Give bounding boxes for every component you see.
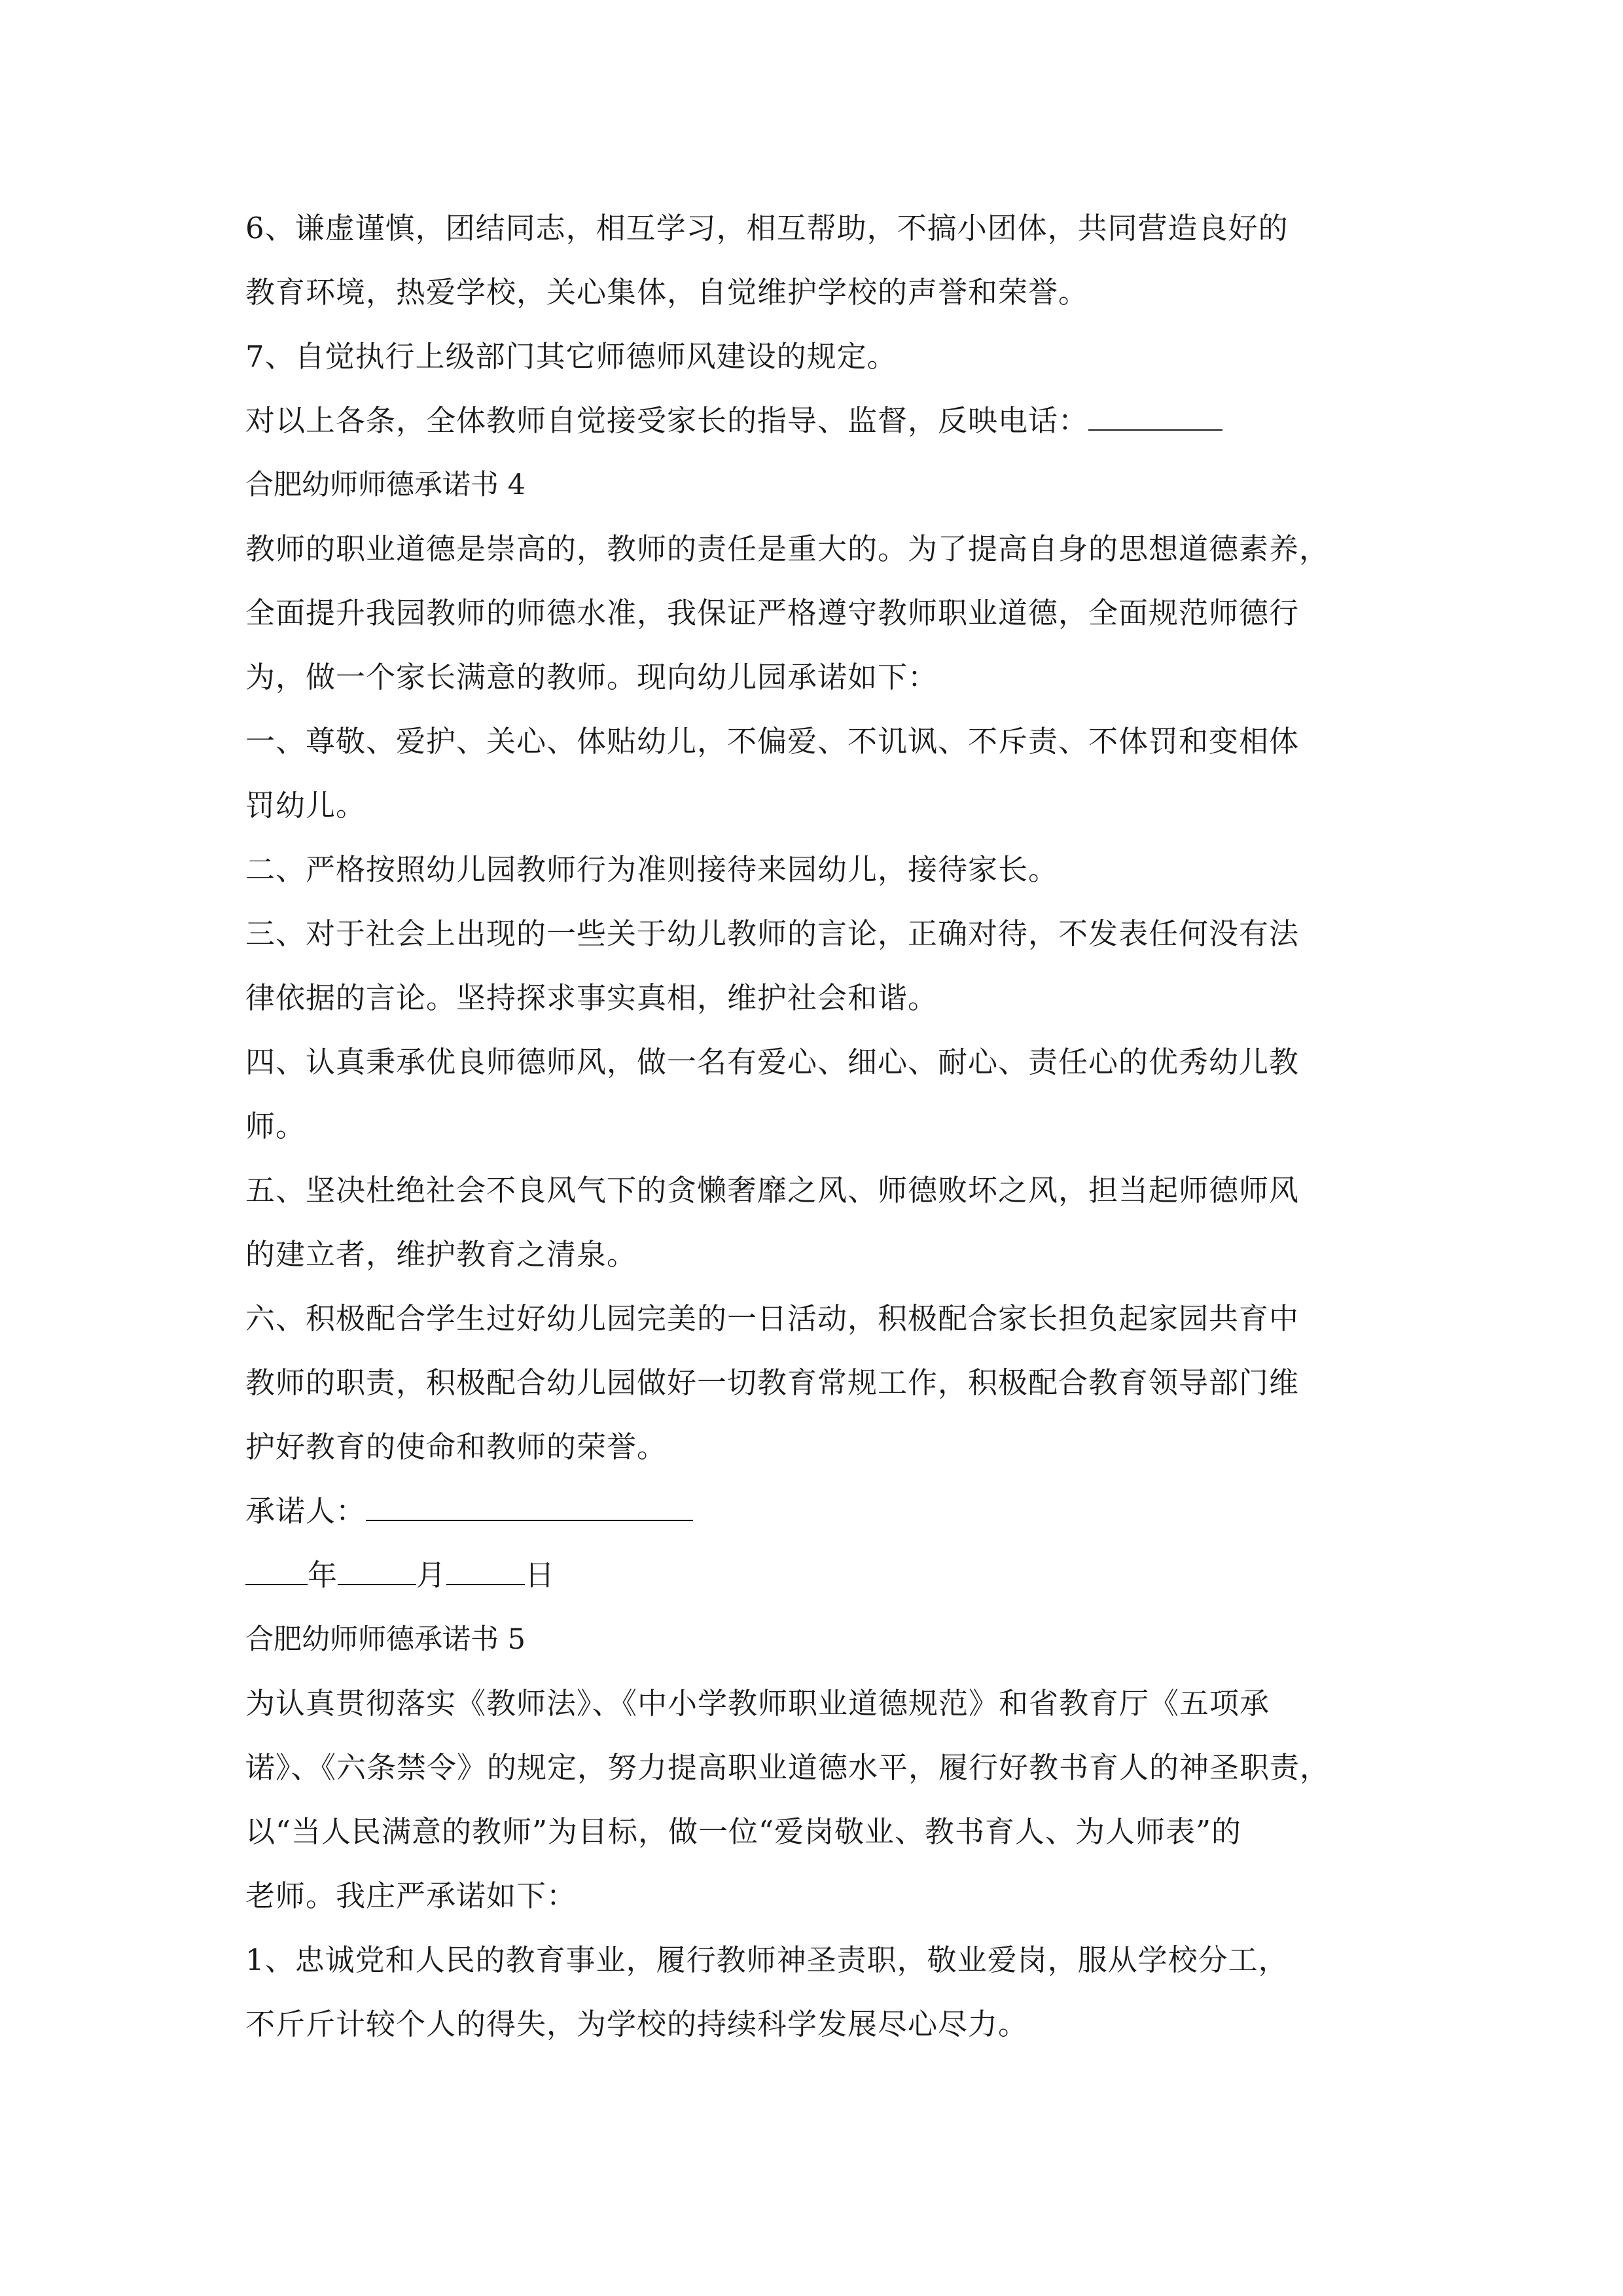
signer-blank <box>366 1486 693 1521</box>
section-4-item-5-line-2: 的建立者，维护教育之清泉。 <box>245 1237 637 1272</box>
section-5-item-1-line-1: 1、忠诚党和人民的教育事业，履行教师神圣责职，敬业爱岗，服从学校分工， <box>245 1943 1289 1977</box>
section-4-item-1-line-1: 一、尊敬、爱护、关心、体贴幼儿，不偏爱、不讥讽、不斥责、不体罚和变相体 <box>245 724 1300 759</box>
date-line <box>245 1543 1381 1607</box>
month-blank <box>338 1550 416 1585</box>
section-4-intro-line-1: 教师的职业道德是崇高的，教师的责任是重大的。为了提高自身的思想道德素养， <box>245 531 1330 566</box>
section-4-intro-line-2: 全面提升我园教师的师德水准，我保证严格遵守教师职业道德，全面规范师德行 <box>245 596 1300 630</box>
section-4-item-2: 二、严格按照幼儿园教师行为准则接待来园幼儿，接待家长。 <box>245 852 1059 887</box>
section-4-item-6-line-1: 六、积极配合学生过好幼儿园完美的一日活动，积极配合家长担负起家园共育中 <box>245 1301 1300 1336</box>
section-4-item-6-line-2: 教师的职责，积极配合幼儿园做好一切教育常规工作，积极配合教育领导部门维 <box>245 1365 1300 1400</box>
date-month-label: 月 <box>416 1558 447 1592</box>
section-4-item-5-line-1: 五、坚决杜绝社会不良风气下的贪懒奢靡之风、师德败坏之风，担当起师德师风 <box>245 1173 1300 1208</box>
section-5-intro-line-3: 以“当人民满意的教师”为目标，做一位“爱岗敬业、教书育人、为人师表”的 <box>245 1814 1242 1849</box>
commitment-item-6-line-1: 6、谦虚谨慎，团结同志，相互学习，相互帮助，不搞小团体，共同营造良好的 <box>245 211 1289 245</box>
commitment-item-6-line-2: 教育环境，热爱学校，关心集体，自觉维护学校的声誉和荣誉。 <box>245 275 1089 310</box>
section-4-item-3-line-1: 三、对于社会上出现的一些关于幼儿教师的言论，正确对待，不发表任何没有法 <box>245 916 1300 951</box>
section-5-title: 合肥幼师师德承诺书 5 <box>245 1623 526 1656</box>
commitment-item-7: 7、自觉执行上级部门其它师德师风建设的规定。 <box>245 339 897 374</box>
signer-line <box>245 1479 1381 1543</box>
phone-blank <box>1088 395 1222 431</box>
year-blank <box>245 1550 308 1585</box>
section-5-intro-line-4: 老师。我庄严承诺如下： <box>245 1878 577 1913</box>
section-4-title: 合肥幼师师德承诺书 4 <box>245 469 526 501</box>
document-body <box>245 196 1381 2056</box>
section-4-item-3-line-2: 律依据的言论。坚持探求事实真相，维护社会和谐。 <box>245 980 938 1015</box>
date-day-label: 日 <box>525 1558 556 1592</box>
section-4-item-4-line-2: 师。 <box>245 1109 306 1143</box>
supervision-label: 对以上各条，全体教师自觉接受家长的指导、监督，反映电话： <box>245 403 1089 438</box>
signer-label: 承诺人： <box>245 1494 366 1528</box>
section-5-intro-line-1: 为认真贯彻落实《教师法》、《中小学教师职业道德规范》和省教育厅《五项承 <box>245 1686 1270 1721</box>
section-4-item-1-line-2: 罚幼儿。 <box>245 788 366 823</box>
section-4-item-4-line-1: 四、认真秉承优良师德师风，做一名有爱心、细心、耐心、责任心的优秀幼儿教 <box>245 1045 1300 1079</box>
section-5-intro-line-2: 诺》、《六条禁令》的规定，努力提高职业道德水平，履行好教书育人的神圣职责， <box>245 1750 1330 1785</box>
section-5-item-1-line-2: 不斤斤计较个人的得失，为学校的持续科学发展尽心尽力。 <box>245 2007 1029 2041</box>
date-year-label: 年 <box>308 1558 338 1592</box>
day-blank <box>446 1550 525 1585</box>
section-4-intro-line-3: 为，做一个家长满意的教师。现向幼儿园承诺如下： <box>245 660 938 694</box>
supervision-line <box>245 389 1381 453</box>
section-4-item-6-line-3: 护好教育的使命和教师的荣誉。 <box>245 1429 668 1464</box>
